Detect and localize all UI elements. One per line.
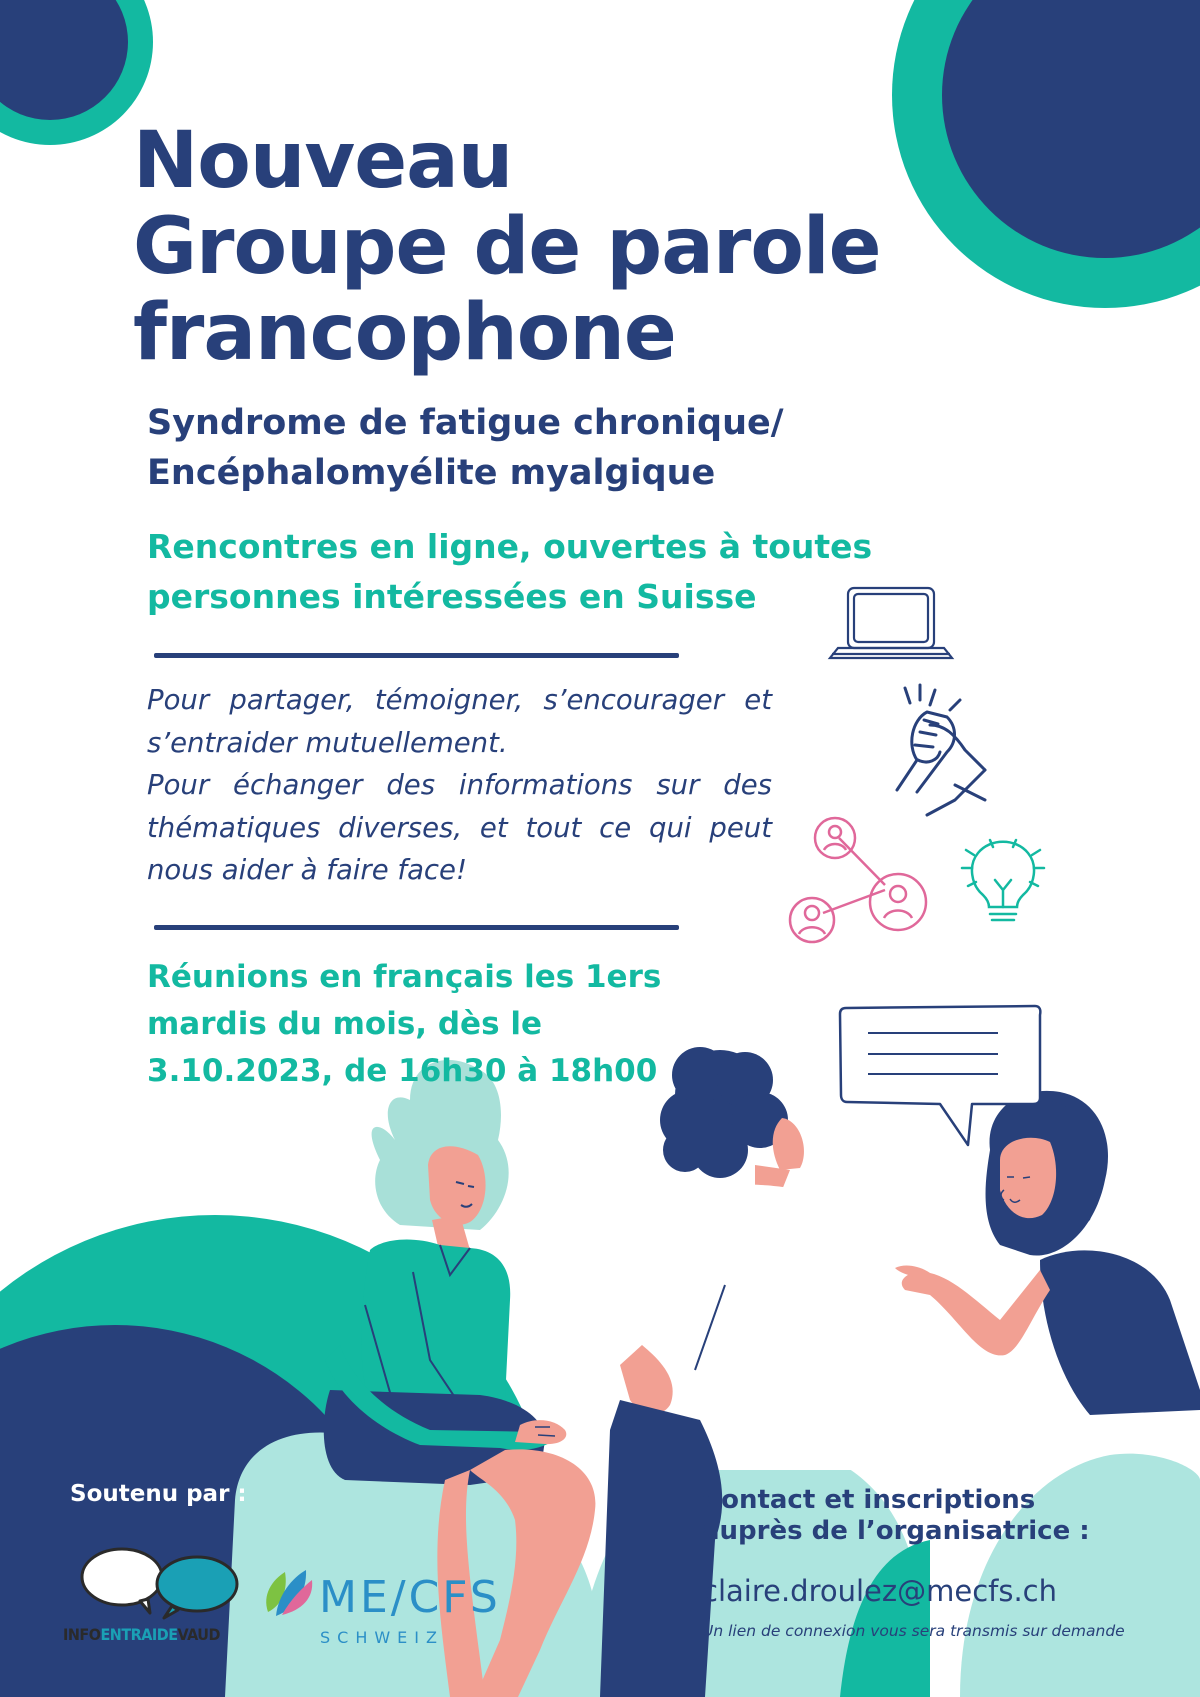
contact-heading: [702, 1485, 1090, 1547]
body-paragraph: Pour partager, témoigner, s’encourager et s’entraider mutuellement.: [147, 684, 772, 759]
contact-heading-line: Contact et inscriptions: [702, 1485, 1036, 1515]
page-title: [133, 118, 881, 376]
woman-right-illustration: [895, 1091, 1200, 1415]
infoentraide-logo-text: [63, 1625, 220, 1644]
contact-note: Un lien de connexion vous sera transmis sur demande: [702, 1622, 1125, 1640]
schedule-line: mardis du mois, dès le: [147, 1006, 542, 1042]
intro-line: personnes intéressées en Suisse: [147, 577, 757, 616]
divider-top: [154, 653, 679, 658]
title-line: Nouveau: [133, 116, 513, 206]
divider-bottom: [154, 925, 679, 930]
logo-word-entraide: ENTRAIDE: [100, 1625, 178, 1644]
handshake-icon: [897, 685, 985, 815]
body-paragraph: Pour échanger des informations sur des thématiques diverses, et tout ce qui peut nous aider à faire face!: [147, 769, 772, 886]
title-line: Groupe de parole: [133, 202, 881, 292]
contact-email-link[interactable]: claire.droulez@mecfs.ch: [702, 1574, 1058, 1608]
schedule-line: Réunions en français les 1ers: [147, 959, 662, 995]
intro-line: Rencontres en ligne, ouvertes à toutes: [147, 527, 873, 566]
support-label: Soutenu par :: [70, 1481, 247, 1507]
subtitle: [147, 398, 784, 498]
logo-word-info: INFO: [63, 1625, 101, 1644]
body-text: [147, 679, 772, 892]
lightbulb-icon: [962, 840, 1044, 920]
contact-heading-line: auprès de l’organisatrice :: [702, 1516, 1090, 1546]
network-people-icon: [790, 818, 926, 942]
mecfs-logo-subtext: SCHWEIZ: [320, 1628, 444, 1647]
intro-text: [147, 522, 872, 622]
schedule-line: 3.10.2023, de 16h30 à 18h00: [147, 1053, 658, 1089]
title-line: francophone: [133, 288, 676, 378]
subtitle-line: Encéphalomyélite myalgique: [147, 453, 716, 493]
mecfs-logo-text: ME/CFS: [319, 1572, 501, 1623]
logo-word-vaud: VAUD: [177, 1625, 220, 1644]
subtitle-line: Syndrome de fatigue chronique/: [147, 403, 784, 443]
schedule-text: [147, 954, 661, 1095]
